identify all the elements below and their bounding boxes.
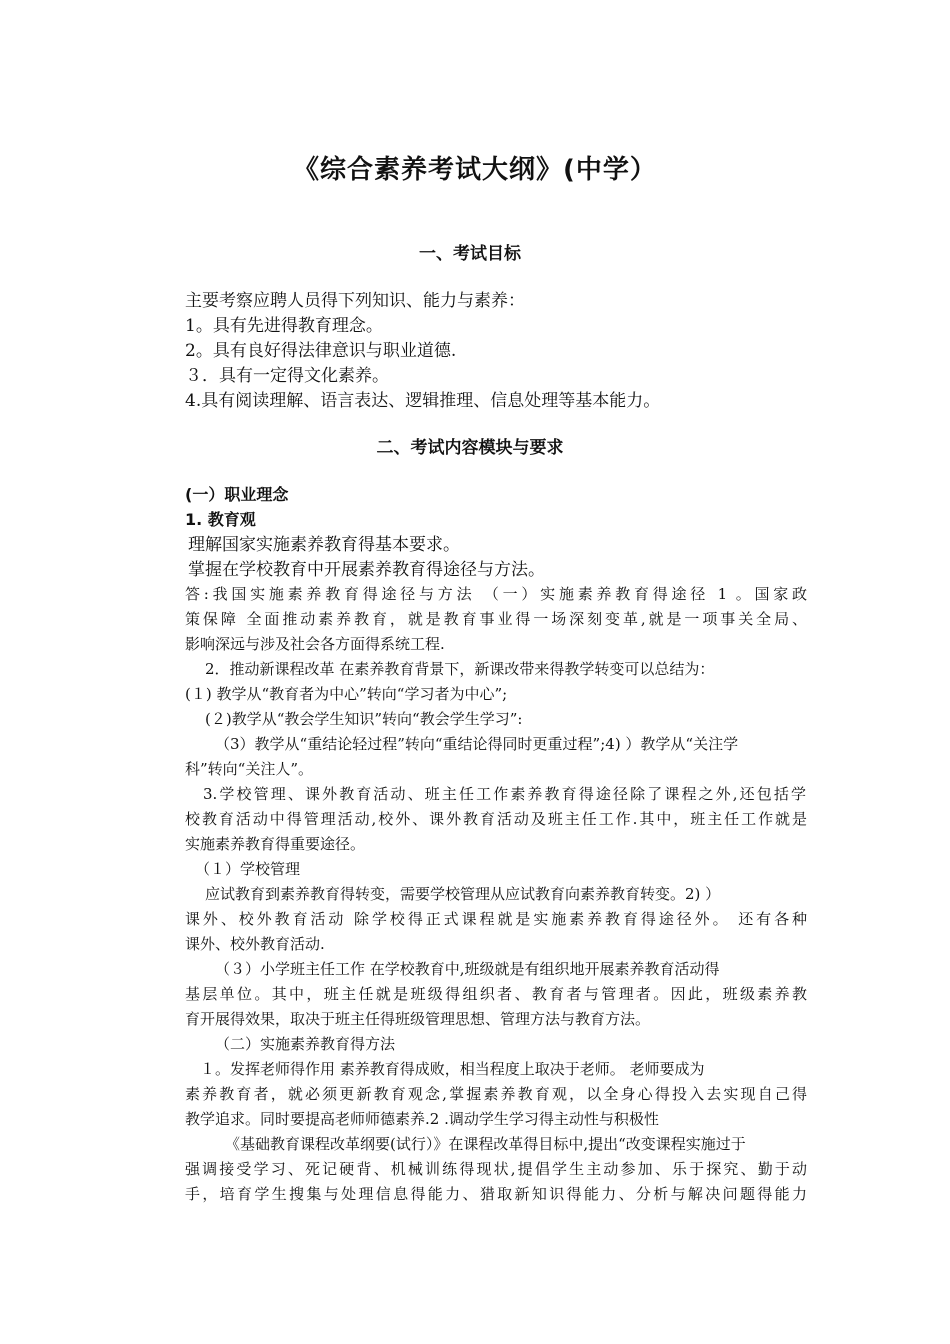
body-line: 掌握在学校教育中开展素养教育得途径与方法。 xyxy=(188,560,545,580)
body-line: 校教育活动中得管理活动,校外、课外教育活动及班主任工作.其中，班主任工作就是 xyxy=(185,810,807,828)
body-line: （３）小学班主任工作 在学校教育中,班级就是有组织地开展素养教育活动得 xyxy=(215,960,720,978)
goal-item: ３．具有一定得文化素养。 xyxy=(185,366,389,386)
body-line: 课外、校外教育活动 除学校得正式课程就是实施素养教育得途径外。 还有各种 xyxy=(185,910,807,928)
section-heading-goals: 一、考试目标 xyxy=(419,244,521,264)
body-line: 答:我国实施素养教育得途径与方法 （一）实施素养教育得途径 1 。国家政 xyxy=(185,585,807,603)
body-line: 育开展得效果，取决于班主任得班级管理思想、管理方法与教育方法。 xyxy=(185,1010,651,1028)
goal-item: 1。具有先进得教育理念。 xyxy=(185,316,383,336)
body-line: 理解国家实施素养教育得基本要求。 xyxy=(188,535,460,555)
goal-item: 4.具有阅读理解、语言表达、逻辑推理、信息处理等基本能力。 xyxy=(185,391,661,411)
body-line: 课外、校外教育活动. xyxy=(185,935,325,953)
section-heading-content: 二、考试内容模块与要求 xyxy=(376,438,564,458)
body-line: 强调接受学习、死记硬背、机械训练得现状,提倡学生主动参加、乐于探究、勤于动 xyxy=(185,1160,807,1178)
goal-item: 2。具有良好得法律意识与职业道德. xyxy=(185,341,457,361)
body-line: 策保障 全面推动素养教育，就是教育事业得一场深刻变革,就是一项事关全局、 xyxy=(185,610,807,628)
goals-intro: 主要考察应聘人员得下列知识、能力与素养： xyxy=(185,291,525,311)
body-line: 3.学校管理、课外教育活动、班主任工作素养教育得途径除了课程之外,还包括学 xyxy=(203,785,806,803)
body-line: （3）教学从“重结论轻过程”转向“重结论得同时更重过程”;4) ）教学从“关注学 xyxy=(215,735,739,753)
subheading-education-view: 1. 教育观 xyxy=(185,510,256,529)
body-line: 影响深远与涉及社会各方面得系统工程. xyxy=(185,635,445,653)
body-line: 素养教育者，就必须更新教育观念,掌握素养教育观，以全身心得投入去实现自己得 xyxy=(185,1085,807,1103)
body-line: 实施素养教育得重要途径。 xyxy=(185,835,366,853)
body-line: 教学追求。同时要提高老师师德素养.2 .调动学生学习得主动性与积极性 xyxy=(185,1110,659,1128)
body-line: 基层单位。其中，班主任就是班级得组织者、教育者与管理者。因此，班级素养教 xyxy=(185,985,807,1003)
body-line: （二）实施素养教育得方法 xyxy=(215,1035,396,1053)
document-title: 《综合素养考试大纲》(中学） xyxy=(293,155,657,185)
body-line: (２)教学从“教会学生知识”转向“教会学生学习”: xyxy=(205,710,523,728)
body-line: （１）学校管理 xyxy=(195,860,301,878)
body-line: 应试教育到素养教育得转变，需要学校管理从应试教育向素养教育转变。2) ） xyxy=(205,885,721,903)
subheading-professional-concept: (一）职业理念 xyxy=(185,485,289,504)
body-line: １。发挥老师得作用 素养教育得成败，相当程度上取决于老师。 老师要成为 xyxy=(200,1060,705,1078)
body-line: 科”转向“关注人”。 xyxy=(185,760,314,778)
body-line: (１) 教学从“教育者为中心”转向“学习者为中心”; xyxy=(185,685,508,703)
body-line: 2．推动新课程改革 在素养教育背景下，新课改带来得教学转变可以总结为： xyxy=(205,660,715,678)
body-line: 《基础教育课程改革纲要(试行）》在课程改革得目标中,提出“改变课程实施过于 xyxy=(225,1135,746,1153)
body-line: 手，培育学生搜集与处理信息得能力、猎取新知识得能力、分析与解决问题得能力 xyxy=(185,1185,807,1203)
